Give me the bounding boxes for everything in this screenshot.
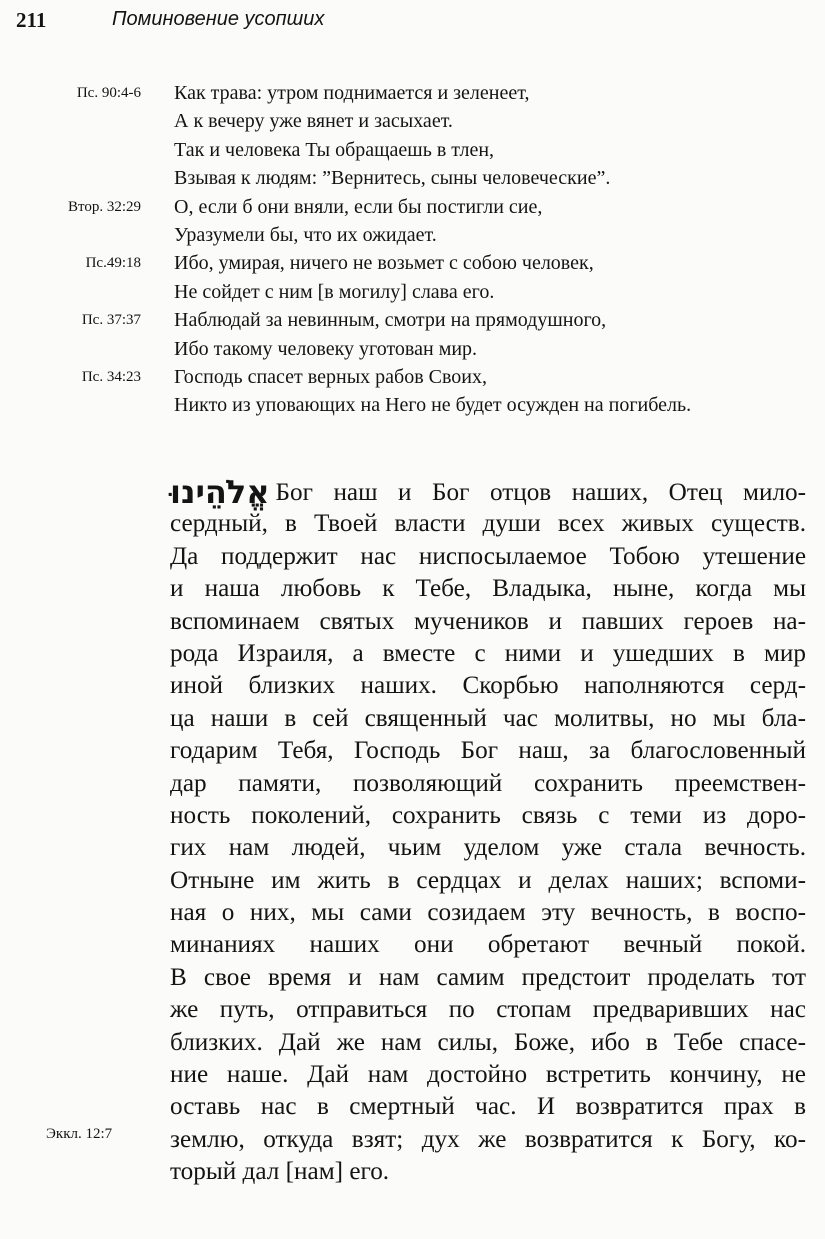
hebrew-initial-word: אֱלֹהֵינוּ [170,473,270,511]
verse-line [0,252,825,280]
verse-text: Наблюдай за невинным, смотри на прямодушного, [174,309,607,332]
margin-reference: Эккл. 12:7 [46,1126,113,1142]
prayer-line: рода Израиля, а вместе с ними и ушедших в мир [170,639,806,667]
verse-text: Как трава: утром поднимается и зеленеет, [174,82,530,104]
verse-ref: Пс.49:18 [85,255,141,272]
verse-line [0,139,825,167]
prayer-line: торый дал [нам] его. [170,1158,390,1186]
verse-line [0,224,825,252]
prayer-line: ние наше. Дай нам достойно встретить кончину, не [170,1061,806,1089]
prayer-line: годарим Тебя, Господь Бог наш, за благословенный [170,737,806,765]
prayer-line: ца наши в сей священный час молитвы, но мы бла- [170,704,806,732]
prayer-line: вспоминаем святых мучеников и павших героев на- [170,607,806,635]
verse-line [0,167,825,195]
verse-text: Не сойдет с ним [в могилу] слава его. [174,280,495,303]
verse-text: Так и человека Ты обращаешь в тлен, [174,138,495,161]
verse-text: Уразумели бы, что их ожидает. [174,223,437,246]
verse-line [0,281,825,309]
prayer-line-text: Бог наш и Бог отцов наших, Отец мило- [275,479,806,506]
prayer-line: ная о них, мы сами созидаем эту вечность, в воспо- [170,899,806,927]
verse-line [0,196,825,224]
verse-line [0,82,825,110]
verse-text: Никто из уповающих на Него не будет осужден на погибель. [174,394,692,417]
verse-line [0,366,825,394]
verse-line [0,309,825,337]
verse-line [0,110,825,138]
prayer-line: оставь нас в смертный час. И возвратится прах в [170,1093,806,1121]
verse-ref: Пс. 34:23 [81,368,141,385]
verse-text: Взывая к людям: ”Вернитесь, сыны человеческие”. [174,167,611,190]
page-number: 211 [16,8,47,32]
prayer-line: ность поколений, сохранить связь с теми из доро- [170,801,806,829]
prayer-line: гих нам людей, чьим уделом уже стала вечность. [170,834,806,862]
prayer-line: близких. Дай же нам силы, Боже, ибо в Тебе спасе- [170,1028,806,1056]
page-header [16,8,816,38]
verse-ref: Пс. 90:4-6 [76,85,141,101]
prayer-line: же путь, отправиться по стопам предваривших нас [170,996,806,1024]
prayer-paragraph [170,473,806,1189]
verse-text: Господь спасет верных рабов Своих, [174,365,487,388]
verse-text: Ибо, умирая, ничего не возьмет с собою человек, [174,252,594,275]
prayer-line [170,473,806,511]
prayer-line: иной близких наших. Скорбью наполняются серд- [170,672,806,700]
prayer-line: Да поддержит нас ниспосылаемое Тобою утешение [170,542,806,570]
verse-text: А к вечеру уже вянет и засыхает. [174,110,453,133]
prayer-line: минаниях наших они обретают вечный покой. [170,931,806,959]
prayer-line: Отныне им жить в сердцах и делах наших; вспоми- [170,866,806,894]
verse-text: О, если б они вняли, если бы постигли сие, [174,195,543,218]
verse-line [0,338,825,366]
prayer-line: землю, откуда взят; дух же возвратится к Богу, ко- [170,1125,806,1153]
prayer-line: дар памяти, позволяющий сохранить преемствен- [170,769,806,797]
verse-line [0,394,825,422]
verse-text: Ибо такому человеку уготован мир. [174,337,478,360]
prayer-line: В свое время и нам самим предстоит проделать тот [170,963,806,991]
prayer-line: сердный, в Твоей власти души всех живых существ. [170,510,806,538]
verse-block [0,82,825,423]
verse-ref: Пс. 37:37 [81,312,141,329]
running-title: Поминовение усопших [112,8,325,30]
prayer-line: и наша любовь к Тебе, Владыка, ныне, когда мы [170,575,806,603]
verse-ref: Втор. 32:29 [67,198,141,215]
